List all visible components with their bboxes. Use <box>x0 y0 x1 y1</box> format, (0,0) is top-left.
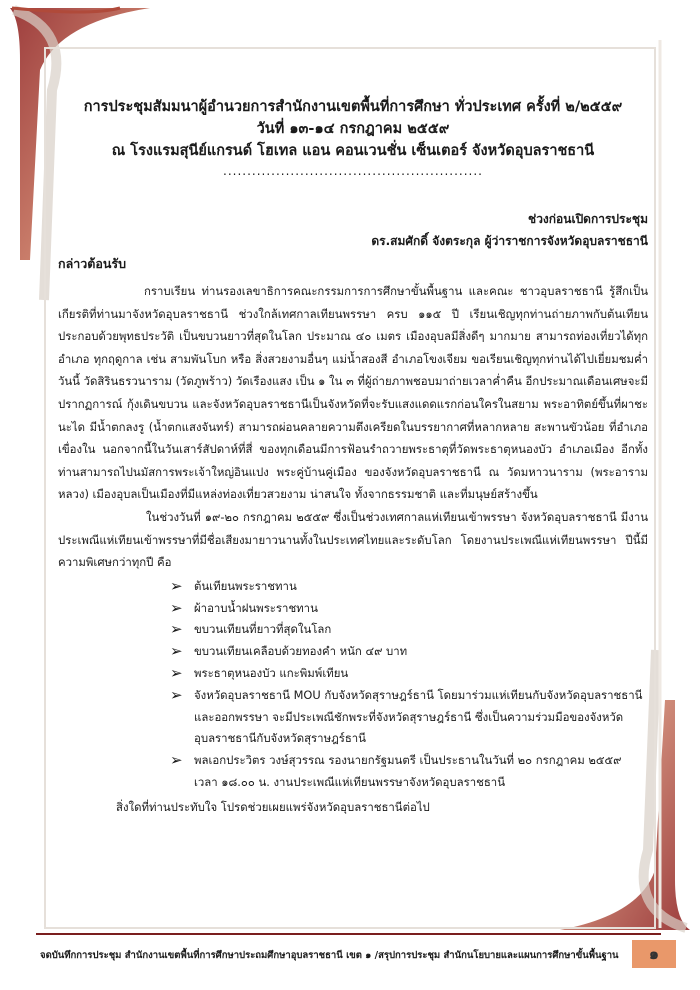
list-item <box>170 576 648 598</box>
list-item <box>170 598 648 620</box>
page-number-badge: ๑ <box>632 940 676 968</box>
footer-caption: จดบันทึกการประชุม สำนักงานเขตพื้นที่การศึกษาประถมศึกษาอุบลราชธานี เขต ๑ /สรุปการประชุม สำนักนโยบายและแผนการศึกษาขั้นพื้นฐาน <box>40 950 619 961</box>
list-item <box>170 685 648 750</box>
title-separator: ...................................................... <box>223 164 483 178</box>
doc-title-line2: วันที่ ๑๓-๑๔ กรกฎาคม ๒๕๕๙ <box>256 121 450 137</box>
list-item-text: พระธาตุหนองบัว แกะพิมพ์เทียน <box>194 665 349 680</box>
doc-title-line1: การประชุมสัมมนาผู้อำนวยการสำนักงานเขตพื้นที่การศึกษา ทั่วประเทศ ครั้งที่ ๒/๒๕๕๙ <box>83 99 623 115</box>
closing-sentence: สิ่งใดที่ท่านประทับใจ โปรดช่วยเผยแพร่จังหวัดอุบลราชธานีต่อไป <box>116 799 430 814</box>
list-item <box>170 619 648 641</box>
list-item-text: จังหวัดอุบลราชธานี MOU กับจังหวัดสุราษฎร์ธานี โดยมาร่วมแห่เทียนกับจังหวัดอุบลราชธานี และออกพรรษา จะมีประเพณีชักพระที่จังหวัดสุราษฎร์ธานี ซึ่งเป็นความร่วมมือของจังหวัดอุบลราชธานีกับจังหวัดสุราษฎร์ธานี <box>194 687 643 746</box>
document-body <box>58 96 648 818</box>
checkmark-arrow-icon: ➢ <box>170 685 183 704</box>
highlight-list <box>58 576 648 794</box>
session-speaker: ดร.สมศักดิ์ จังตระกุล ผู้ว่าราชการจังหวัดอุบลราชธานี <box>371 234 648 248</box>
list-item <box>170 641 648 663</box>
list-item <box>170 750 648 794</box>
list-item-text: ต้นเทียนพระราชทาน <box>194 578 297 593</box>
paragraph-welcome: กราบเรียน ท่านรองเลขาธิการคณะกรรมการการศึกษาขั้นพื้นฐาน และคณะ ชาวอุบลราชธานี รู้สึกเป็นเกียรติที่ท่านมาจังหวัดอุบลราชธานี ช่วงใกล้เทศกาลเทียนพรรษา ครบ ๑๑๕ ปี เรียนเชิญทุกท่านถ่ายภาพกับต้นเทียนประกอบด้วยพุทธประวัติ เป็นขบวนยาวที่สุดในโลก ประมาณ ๔๐ เมตร เมืองอุบลมีสิ่งดีๆ มากมาย สามารถท่องเที่ยวได้ทุกอำเภอ ทุกฤดูกาล เช่น สามพันโบก หรือ สิ่งสวยงามอื่นๆ แม่น้ำสองสี อำเภอโขงเจียม ขอเรียนเชิญทุกท่านได้ไปเยี่ยมชมค่ำวันนี้ วัดสิรินธรวนาราม (วัดภูพร้าว) วัดเรืองแสง เป็น ๑ ใน ๓ ที่ผู้ถ่ายภาพชอบมาถ่ายเวลาค่ำคืน อีกประมาณเดือนเศษจะมี ปรากฏการณ์ กุ้งเดินขบวน และจังหวัดอุบลราชธานีเป็นจังหวัดที่จะรับแสงแดดแรกก่อนใครในสยาม พระอาทิตย์ขึ้นที่ผาชะนะได มีน้ำตกลงรู (น้ำตกแสงจันทร์) สามารถผ่อนคลายความตึงเครียดในบรรยากาศที่หลากหลาย สะพานขัวน้อย ที่อำเภอเขื่องใน นอกจากนี้ในวันเสาร์สัปดาห์ที่สี่ ของทุกเดือนมีการฟ้อนรำถวายพระธาตุที่วัดพระธาตุหนองบัว อำเภอเมือง อีกทั้งท่านสามารถไปนมัสการพระเจ้าใหญ่อินแปง พระคู่บ้านคู่เมือง ของจังหวัดอุบลราชธานี ณ วัดมหาวนาราม (พระอารามหลวง) เมืองอุบลเป็นเมืองที่มีแหล่งท่องเที่ยวสวยงาม น่าสนใจ ทั้งจากธรรมชาติ และที่มนุษย์สร้างขึ้น <box>58 284 648 502</box>
section-title: กล่าวต้อนรับ <box>58 256 127 271</box>
checkmark-arrow-icon: ➢ <box>170 576 183 595</box>
checkmark-arrow-icon: ➢ <box>170 620 183 639</box>
list-item-text: ขบวนเทียนเคลือบด้วยทองคำ หนัก ๔๙ บาท <box>194 644 408 659</box>
paragraph-festival: ในช่วงวันที่ ๑๙-๒๐ กรกฎาคม ๒๕๕๙ ซึ่งเป็นช่วงเทศกาลแห่เทียนเข้าพรรษา จังหวัดอุบลราชธานี มีงานประเพณีแห่เทียนเข้าพรรษาที่มีชื่อเสียงมายาวนานทั้งในประเทศไทยและระดับโลก โดยงานประเพณีแห่เทียนพรรษา ปีนี้มีความพิเศษกว่าทุกปี คือ <box>58 509 648 570</box>
checkmark-arrow-icon: ➢ <box>170 751 183 770</box>
checkmark-arrow-icon: ➢ <box>170 642 183 661</box>
list-item-text: พลเอกประวิตร วงษ์สุวรรณ รองนายกรัฐมนตรี เป็นประธานในวันที่ ๒๐ กรกฎาคม ๒๕๕๙ เวลา ๑๘.๐๐ น. งานประเพณีแห่เทียนพรรษาจังหวัดอุบลราชธานี <box>194 753 622 789</box>
list-item-text: ขบวนเทียนที่ยาวที่สุดในโลก <box>194 622 332 637</box>
doc-title-line3: ณ โรงแรมสุนีย์แกรนด์ โฮเทล แอน คอนเวนชั่น เซ็นเตอร์ จังหวัดอุบลราชธานี <box>111 143 595 159</box>
checkmark-arrow-icon: ➢ <box>170 663 183 682</box>
checkmark-arrow-icon: ➢ <box>170 598 183 617</box>
session-label: ช่วงก่อนเปิดการประชุม <box>528 212 648 226</box>
session-info <box>58 208 648 252</box>
list-item <box>170 663 648 685</box>
list-item-text: ผ้าอาบน้ำฝนพระราชทาน <box>194 600 318 615</box>
footer-divider <box>36 933 661 935</box>
